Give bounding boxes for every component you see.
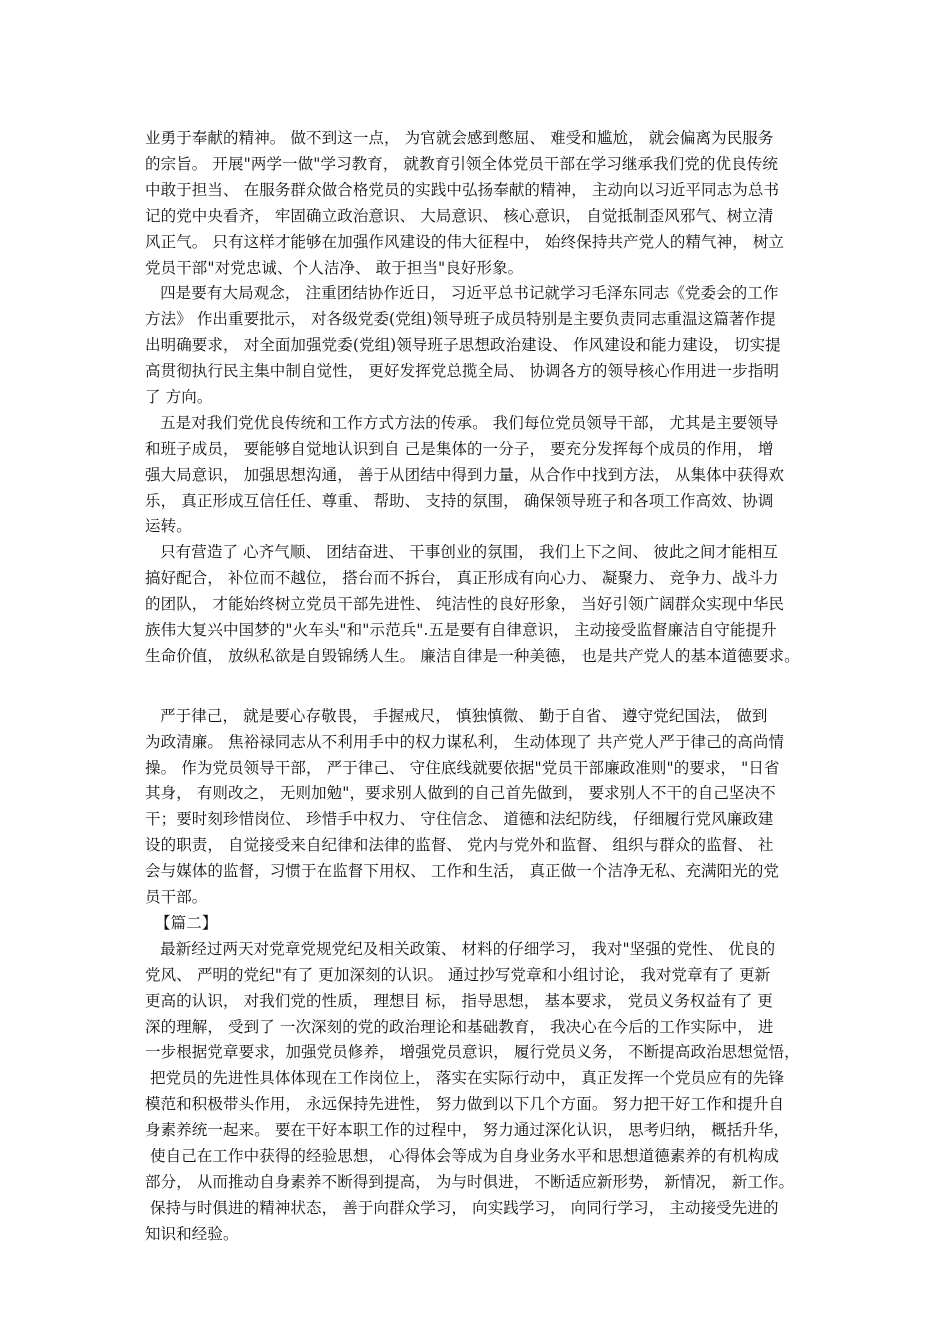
text-line: 把党员的先进性具体体现在工作岗位上， 落实在实际行动中， 真正发挥一个党员应有的先锋 <box>145 1069 785 1087</box>
text-line: 其身， 有则改之， 无则加勉"，要求别人做到的自己首先做到， 要求别人不干的自己坚决不 <box>145 784 776 802</box>
text-line: 更高的认识， 对我们党的性质， 理想目 标， 指导思想， 基本要求， 党员义务权益有了 更 <box>145 992 773 1010</box>
text-line: 了 方向。 <box>145 388 213 406</box>
text-line: 族伟大复兴中国梦的"火车头"和"示范兵".五是要有自律意识， 主动接受监督廉洁自守能提升 <box>145 621 777 639</box>
text-line: 方法》 作出重要批示， 对各级党委(党组)领导班子成员特别是主要负责同志重温这篇著作提 <box>145 310 776 328</box>
text-line: 部分， 从而推动自身素养不断得到提高， 为与时俱进， 不断适应新形势， 新情况， 新工作。 <box>145 1173 795 1191</box>
text-line: 的宗旨。 开展"两学一做"学习教育， 就教育引领全体党员干部在学习继承我们党的优良传统 <box>145 155 778 173</box>
text-line: 和班子成员， 要能够自觉地认识到自 己是集体的一分子， 要充分发挥每个成员的作用， 增 <box>145 440 774 458</box>
text-line: 搞好配合， 补位而不越位， 搭台而不拆台， 真正形成有向心力、 凝聚力、 竞争力、战斗力 <box>145 569 779 587</box>
text-line: 严于律己， 就是要心存敬畏， 手握戒尺， 慎独慎微、 勤于自省、 遵守党纪国法， 做到 <box>145 707 768 725</box>
text-line: 为政清廉。 焦裕禄同志从不利用手中的权力谋私利， 生动体现了 共产党人严于律己的高尚情 <box>145 733 785 751</box>
text-line: 运转。 <box>145 517 192 535</box>
text-line: 记的党中央看齐， 牢固确立政治意识、 大局意识、 核心意识， 自觉抵制歪风邪气、树立清 <box>145 207 774 225</box>
text-line: 只有营造了 心齐气顺、 团结奋进、 干事创业的氛围， 我们上下之间、 彼此之间才能相互 <box>145 543 779 561</box>
text-line: 知识和经验。 <box>145 1225 239 1243</box>
text-line: 高贯彻执行民主集中制自觉性， 更好发挥党总揽全局、 协调各方的领导核心作用进一步指明 <box>145 362 780 380</box>
text-line: 生命价值， 放纵私欲是自毁锦绣人生。 廉洁自律是一种美德， 也是共产党人的基本道德要求。 <box>145 647 800 665</box>
text-line: 身素养统一起来。 要在干好本职工作的过程中， 努力通过深化认识， 思考归纳， 概括升华， <box>145 1121 790 1139</box>
text-line: 一步根据党章要求，加强党员修养， 增强党员意识， 履行党员义务， 不断提高政治思想觉悟， <box>145 1043 800 1061</box>
text-line: 五是对我们党优良传统和工作方式方法的传承。 我们每位党员领导干部， 尤其是主要领导 <box>145 414 779 432</box>
text-line: 业勇于奉献的精神。 做不到这一点， 为官就会感到憋屈、 难受和尴尬， 就会偏离为民服务 <box>145 129 774 147</box>
text-line: 员干部。 <box>145 888 208 906</box>
text-line: 党风、 严明的党纪"有了 更加深刻的认识。 通过抄写党章和小组讨论， 我对党章有了 更新 <box>145 966 771 984</box>
text-line: 保持与时俱进的精神状态， 善于向群众学习， 向实践学习， 向同行学习， 主动接受先进的 <box>145 1199 779 1217</box>
text-line: 最新经过两天对党章党规党纪及相关政策、 材料的仔细学习， 我对"坚强的党性、 优良的 <box>145 940 776 958</box>
text-line: 操。 作为党员领导干部， 严于律己、 守住底线就要依据"党员干部廉政准则"的要求， "日省 <box>145 759 780 777</box>
text-line: 深的理解， 受到了 一次深刻的党的政治理论和基础教育， 我决心在今后的工作实际中， 进 <box>145 1018 774 1036</box>
text-line: 模范和积极带头作用， 永远保持先进性， 努力做到以下几个方面。 努力把干好工作和提升自 <box>145 1095 785 1113</box>
text-line: 四是要有大局观念， 注重团结协作近日， 习近平总书记就学习毛泽东同志《党委会的工作 <box>145 284 779 302</box>
text-line: 风正气。 只有这样才能够在加强作风建设的伟大征程中， 始终保持共产党人的精气神， 树立 <box>145 233 785 251</box>
text-line: 乐， 真正形成互信任任、尊重、 帮助、 支持的氛围， 确保领导班子和各项工作高效、协调 <box>145 492 774 510</box>
text-line: 中敢于担当、 在服务群众做合格党员的实践中弘扬奉献的精神， 主动向以习近平同志为总书 <box>145 181 780 199</box>
text-line: 使自己在工作中获得的经验思想， 心得体会等成为自身业务水平和思想道德素养的有机构成 <box>145 1147 780 1165</box>
text-line: 干；要时刻珍惜岗位、 珍惜手中权力、 守住信念、 道德和法纪防线， 仔细履行党风廉政建 <box>145 810 774 828</box>
text-line: 出明确要求， 对全面加强党委(党组)领导班子思想政治建设、 作风建设和能力建设， 切实提 <box>145 336 781 354</box>
text-line: 会与媒体的监督，习惯于在监督下用权、 工作和生活， 真正做一个洁净无私、充满阳光的党 <box>145 862 780 880</box>
text-line: 党员干部"对党忠诚、个人洁净、 敢于担当"良好形象。 <box>145 259 524 277</box>
text-line: 强大局意识， 加强思想沟通， 善于从团结中得到力量，从合作中找到方法， 从集体中获得欢 <box>145 466 785 484</box>
text-line: 的团队， 才能始终树立党员干部先进性、 纯洁性的良好形象， 当好引领广阔群众实现中华民 <box>145 595 785 613</box>
text-line: 设的职责， 自觉接受来自纪律和法律的监督、 党内与党外和监督、 组织与群众的监督、 社 <box>145 836 774 854</box>
section-heading: 【篇二】 <box>145 914 218 932</box>
